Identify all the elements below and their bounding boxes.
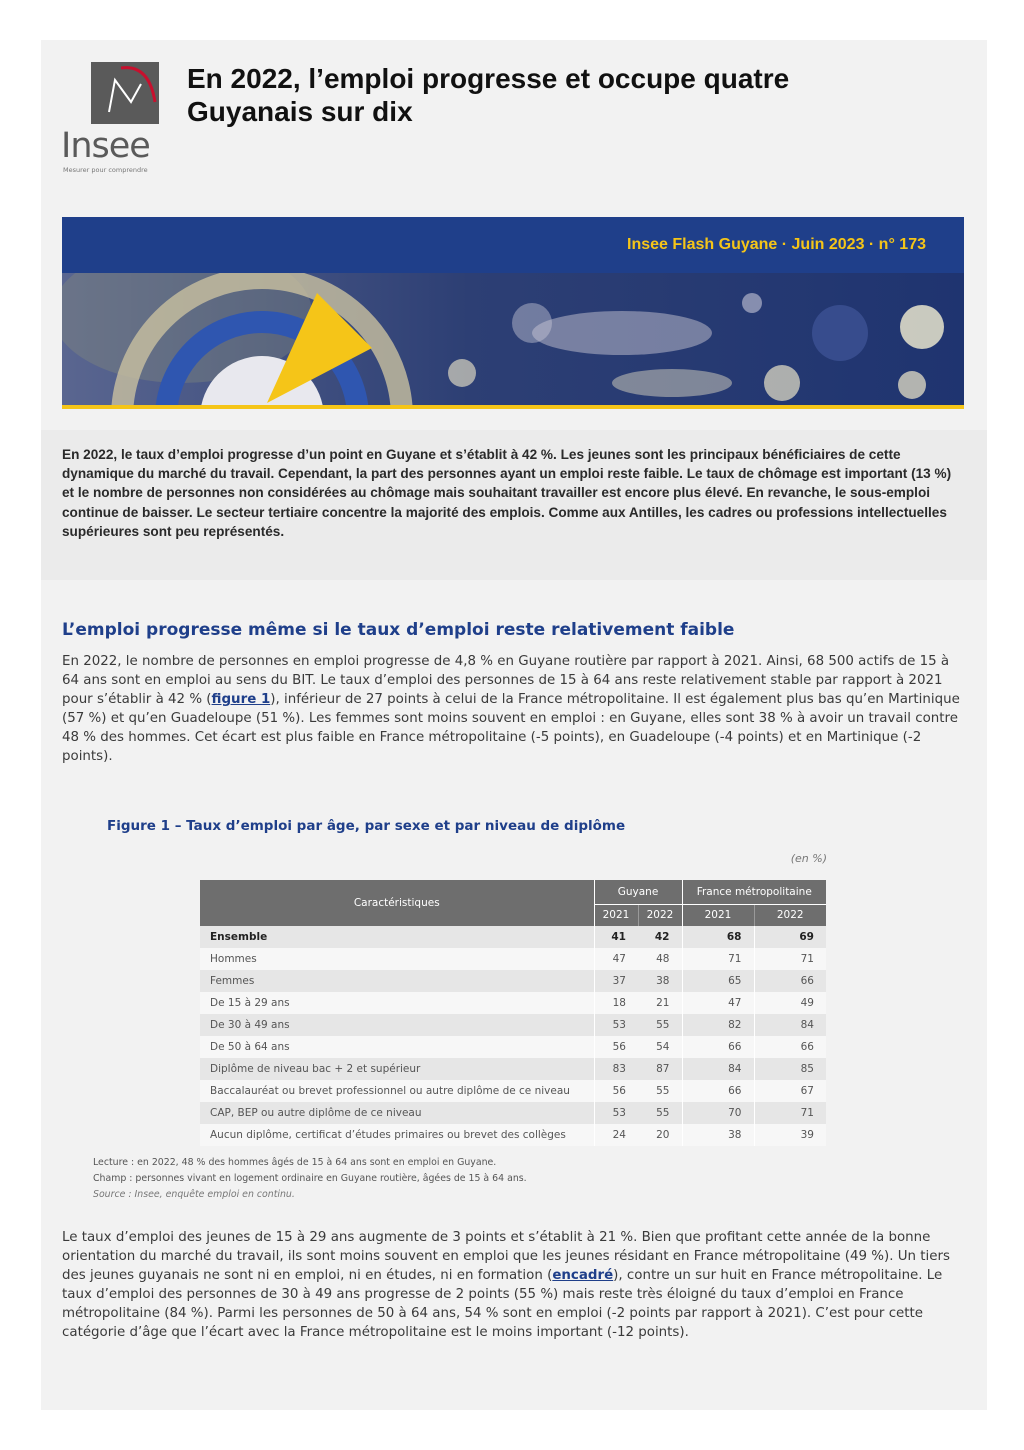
table-row (200, 1102, 826, 1124)
paragraph-2 (62, 1228, 964, 1342)
table-row (200, 1080, 826, 1102)
row-value: 68 (682, 926, 754, 948)
paragraph-2-text-end: ), contre un sur huit en France métropolitaine. Le taux d’emploi des personnes de 30 à 49 ans progresse de 2 points (55 %) mais reste très éloigné du taux d’emploi en France métropolitaine (84 %). Parmi les personnes de 50 à 64 ans, 54 % sont en emploi (-2 points par rapport à 2021). C’est pour cette catégorie d’âge que l’écart avec la France métropolitaine est le moins important (-12 points). (62, 1268, 943, 1340)
insee-logo[interactable] (61, 62, 165, 180)
row-label: Ensemble (200, 926, 594, 948)
row-value: 55 (638, 1102, 682, 1124)
row-label: De 15 à 29 ans (200, 992, 594, 1014)
row-value: 55 (638, 1014, 682, 1036)
encadre-link[interactable]: encadré (552, 1268, 614, 1283)
row-value: 18 (594, 992, 638, 1014)
row-value: 65 (682, 970, 754, 992)
banner-illustration (62, 273, 964, 409)
page (41, 40, 987, 1410)
header-france: France métropolitaine (682, 880, 826, 904)
row-value: 54 (638, 1036, 682, 1058)
paragraph-1 (62, 652, 964, 766)
table-row (200, 1058, 826, 1080)
row-value: 42 (638, 926, 682, 948)
row-value: 66 (754, 970, 826, 992)
row-value: 21 (638, 992, 682, 1014)
row-value: 84 (754, 1014, 826, 1036)
row-value: 66 (682, 1036, 754, 1058)
header-characteristics: Caractéristiques (200, 880, 594, 926)
row-value: 48 (638, 948, 682, 970)
row-value: 53 (594, 1014, 638, 1036)
row-value: 84 (682, 1058, 754, 1080)
table-row (200, 1036, 826, 1058)
page-title: En 2022, l’emploi progresse et occupe quatre Guyanais sur dix (187, 63, 790, 127)
row-value: 41 (594, 926, 638, 948)
row-value: 38 (682, 1124, 754, 1146)
summary-text: En 2022, le taux d’emploi progresse d’un point en Guyane et s’établit à 42 %. Les jeunes sont les principaux bénéficiaires de cette dynamique du marché du travail. Cependant, la part des personnes ayant un emploi reste faible. Le taux de chômage est important (13 %) et le nombre de personnes non considérées au chômage mais souhaitant travailler est encore plus élevé. En revanche, le sous-emploi continue de baisser. Le secteur tertiaire concentre la majorité des emplois. Comme aux Antilles, les cadres ou professions intellectuelles supérieures sont peu représentés. (62, 447, 952, 539)
row-label: CAP, BEP ou autre diplôme de ce niveau (200, 1102, 594, 1124)
table-row (200, 926, 826, 948)
section-title: L’emploi progresse même si le taux d’emploi reste relativement faible (62, 620, 735, 640)
employment-rate-table (200, 880, 826, 1146)
note-champ: Champ : personnes vivant en logement ordinaire en Guyane routière, âgées de 15 à 64 ans. (93, 1173, 527, 1184)
table-row (200, 970, 826, 992)
row-value: 83 (594, 1058, 638, 1080)
row-value: 38 (638, 970, 682, 992)
paragraph-2-text-start: Le taux d’emploi des jeunes de 15 à 29 ans augmente de 3 points et s’établit à 21 %. Bien que profitant cette année de la bonne orientation du marché du travail, ils sont moins souvent en emploi que les jeunes résidant en France métropolitaine (49 %). Un tiers des jeunes guyanais ne sont ni en emploi, ni en études, ni en formation ( (62, 1230, 950, 1283)
row-value: 56 (594, 1036, 638, 1058)
row-label: De 50 à 64 ans (200, 1036, 594, 1058)
header-year: 2022 (754, 904, 826, 926)
row-label: Baccalauréat ou brevet professionnel ou autre diplôme de ce niveau (200, 1080, 594, 1102)
row-value: 39 (754, 1124, 826, 1146)
row-value: 71 (682, 948, 754, 970)
publication-label: Insee Flash Guyane · Juin 2023 · n° 173 (627, 236, 926, 253)
header-year: 2022 (638, 904, 682, 926)
row-value: 24 (594, 1124, 638, 1146)
row-value: 20 (638, 1124, 682, 1146)
row-value: 66 (682, 1080, 754, 1102)
row-value: 66 (754, 1036, 826, 1058)
header-guyane: Guyane (594, 880, 682, 904)
row-value: 47 (594, 948, 638, 970)
banner-graphic-icon (62, 273, 964, 405)
note-source: Source : Insee, enquête emploi en continu. (93, 1189, 295, 1200)
table-row (200, 948, 826, 970)
publication-banner (62, 217, 964, 273)
row-label: Diplôme de niveau bac + 2 et supérieur (200, 1058, 594, 1080)
row-label: Aucun diplôme, certificat d’études primaires ou brevet des collèges (200, 1124, 594, 1146)
row-value: 69 (754, 926, 826, 948)
row-value: 70 (682, 1102, 754, 1124)
logo-emblem-icon (91, 62, 159, 124)
row-value: 71 (754, 948, 826, 970)
row-value: 53 (594, 1102, 638, 1124)
row-value: 71 (754, 1102, 826, 1124)
row-value: 49 (754, 992, 826, 1014)
note-lecture: Lecture : en 2022, 48 % des hommes âgés de 15 à 64 ans sont en emploi en Guyane. (93, 1157, 497, 1168)
row-label: Hommes (200, 948, 594, 970)
table-row (200, 1124, 826, 1146)
logo-tagline: Mesurer pour comprendre (63, 166, 148, 174)
row-value: 82 (682, 1014, 754, 1036)
figure-notes (93, 1155, 527, 1203)
logo-wordmark: Insee (61, 126, 150, 166)
paragraph-1-text-start: En 2022, le nombre de personnes en emploi progresse de 4,8 % en Guyane routière par rapport à 2021. Ainsi, 68 500 actifs de 15 à 64 ans sont en emploi au sens du BIT. Le taux d’emploi des personnes de 15 à 64 ans reste relativement stable par rapport à 2021 pour s’établir à 42 % ( (62, 654, 950, 707)
row-value: 47 (682, 992, 754, 1014)
row-value: 67 (754, 1080, 826, 1102)
paragraph-1-text-end: ), inférieur de 27 points à celui de la France métropolitaine. Il est également plus bas qu’en Martinique (57 %) et qu’en Guadeloupe (51 %). Les femmes sont moins souvent en emploi : en Guyane, elles sont 38 % à avoir un travail contre 48 % des hommes. Cet écart est plus faible en France métropolitaine (-5 points), en Guadeloupe (-4 points) et en Martinique (-2 points). (62, 692, 960, 764)
table-row (200, 992, 826, 1014)
header-year: 2021 (594, 904, 638, 926)
row-value: 56 (594, 1080, 638, 1102)
row-value: 37 (594, 970, 638, 992)
row-label: De 30 à 49 ans (200, 1014, 594, 1036)
row-value: 87 (638, 1058, 682, 1080)
row-value: 55 (638, 1080, 682, 1102)
row-value: 85 (754, 1058, 826, 1080)
row-label: Femmes (200, 970, 594, 992)
header-year: 2021 (682, 904, 754, 926)
figure-title: Figure 1 – Taux d’emploi par âge, par sexe et par niveau de diplôme (107, 818, 626, 834)
table-row (200, 1014, 826, 1036)
figure-1-link[interactable]: figure 1 (211, 692, 271, 707)
figure-unit: (en %) (790, 852, 827, 865)
